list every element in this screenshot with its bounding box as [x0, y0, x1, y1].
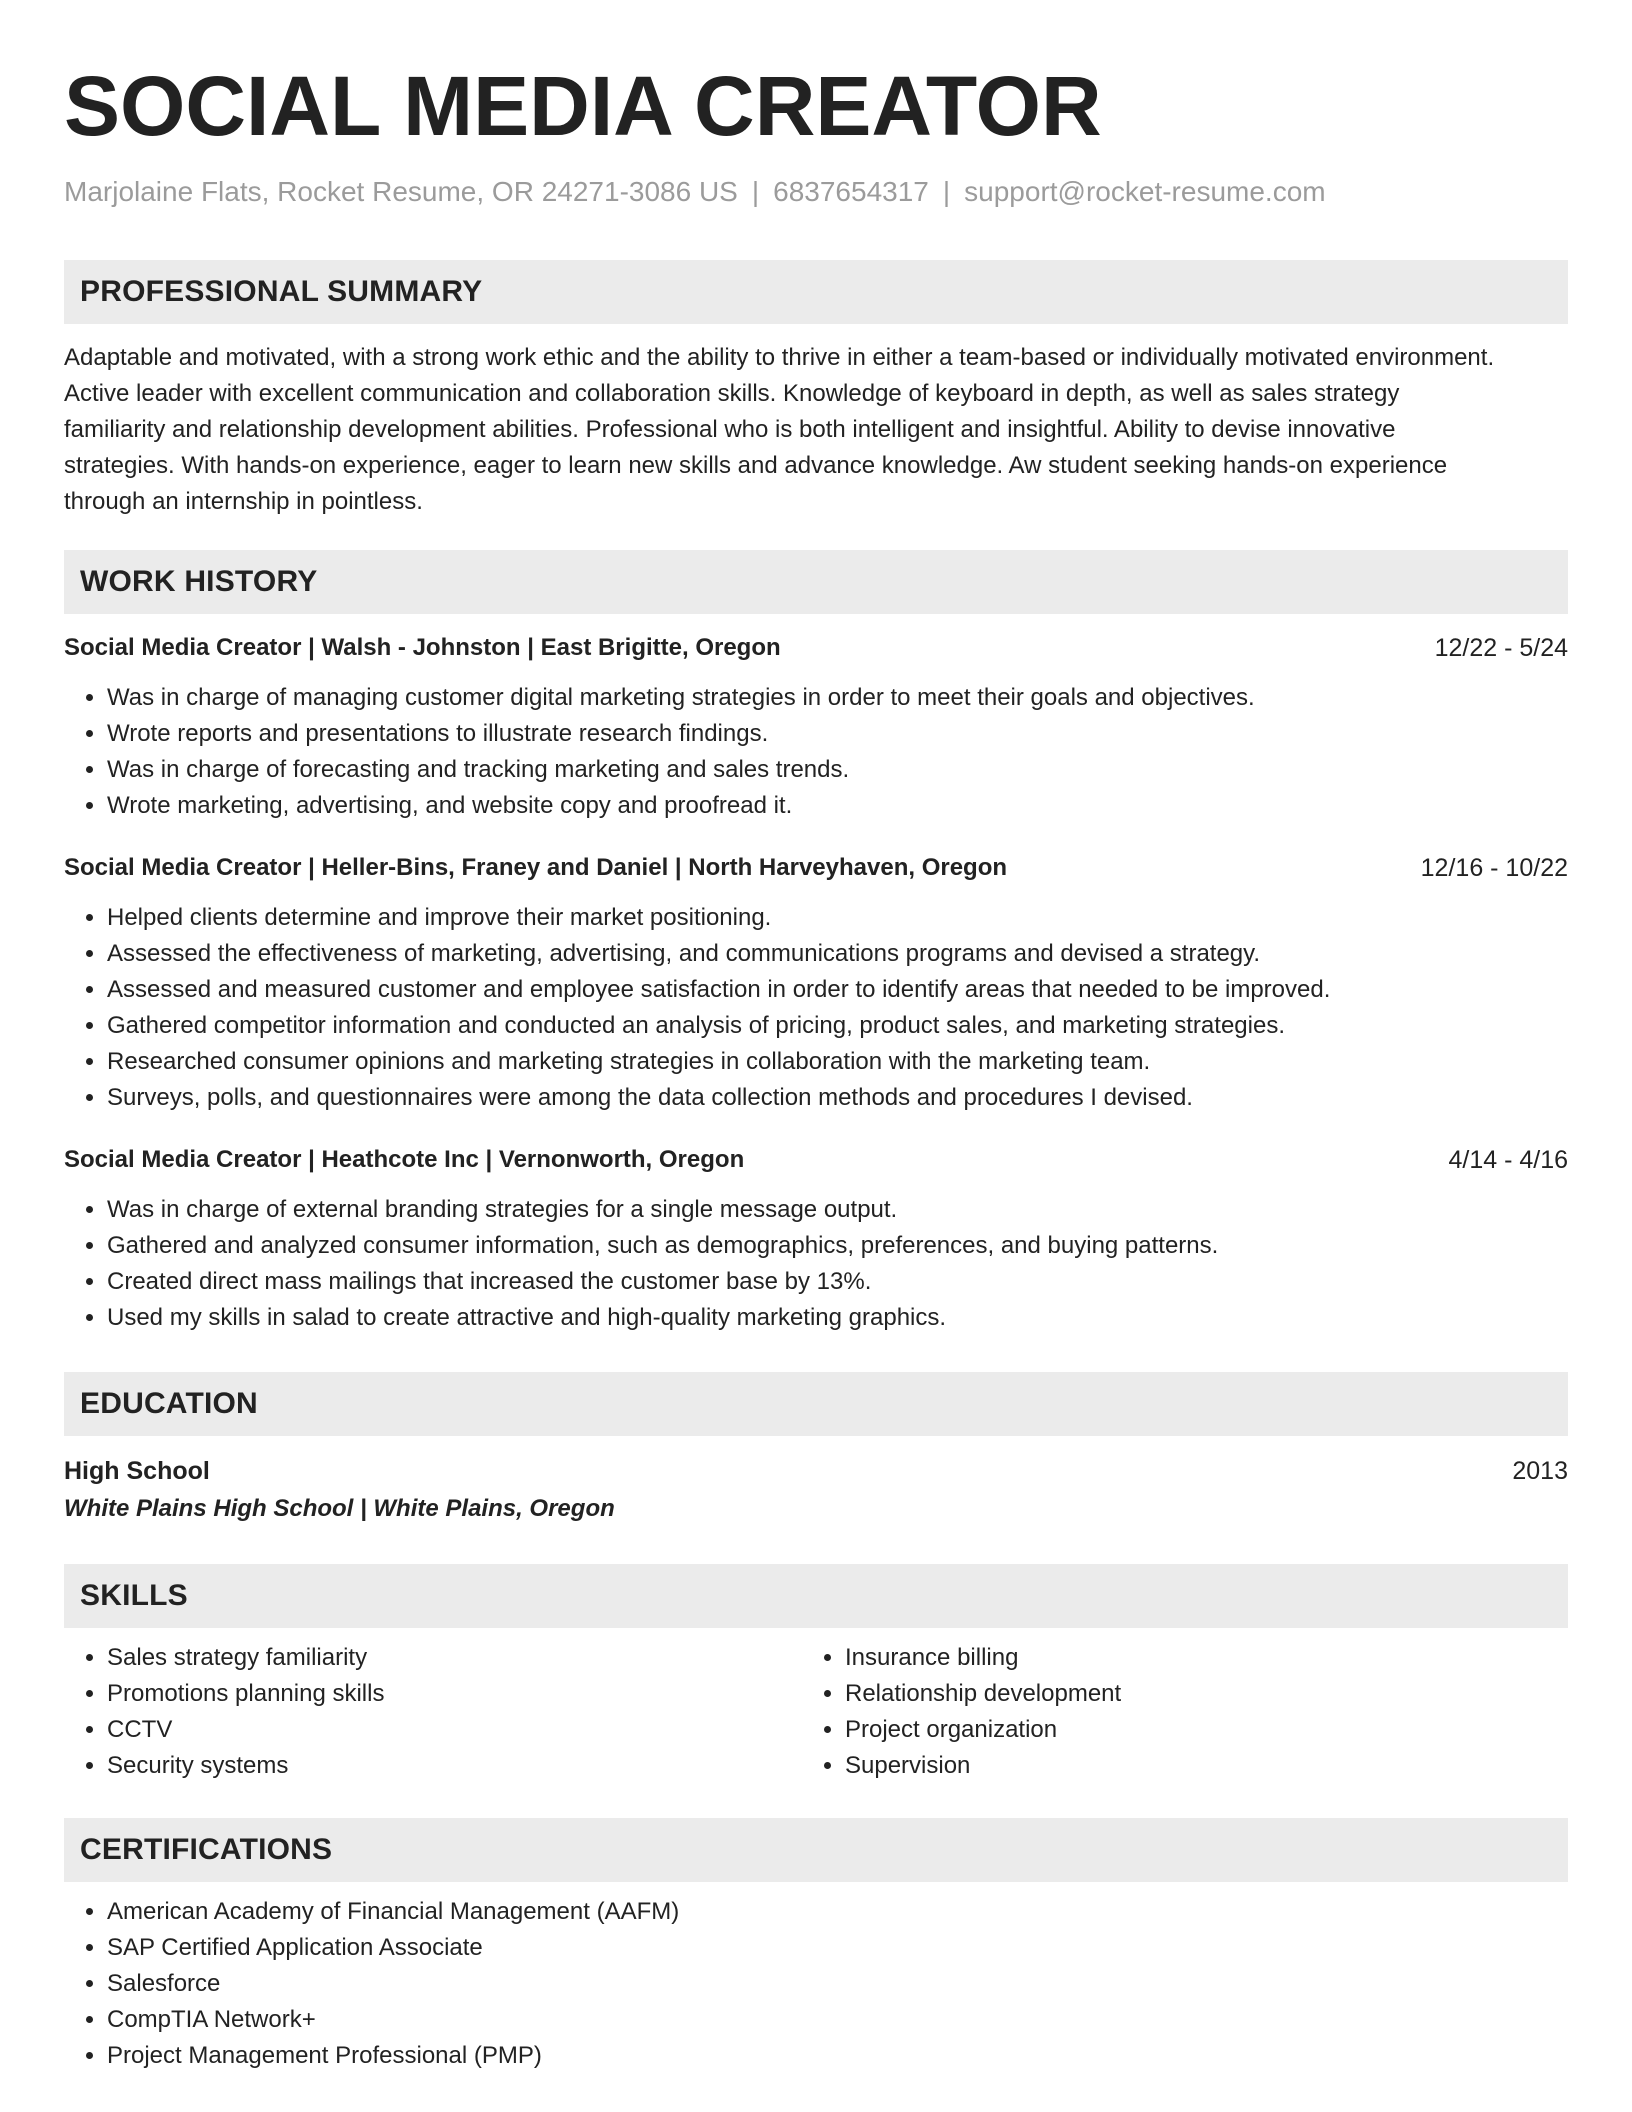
job-header: [64, 1142, 1568, 1178]
contact-separator: |: [942, 176, 951, 207]
job-bullet: • Created direct mass mailings that increased the customer base by 13%.: [107, 1264, 1568, 1300]
job-header: [64, 850, 1568, 886]
job-bullet: • Gathered competitor information and conducted an analysis of pricing, product sales, and marketing strategies.: [107, 1008, 1568, 1044]
skill-item: • Relationship development: [845, 1676, 1540, 1712]
skill-item: • CCTV: [107, 1712, 802, 1748]
job-bullet: • Gathered and analyzed consumer information, such as demographics, preferences, and buying patterns.: [107, 1228, 1568, 1264]
skills-list: [802, 1640, 1540, 1784]
job-entry: [64, 850, 1568, 1116]
job-bullet: • Researched consumer opinions and marketing strategies in collaboration with the marketing team.: [107, 1044, 1568, 1080]
certification-item: • American Academy of Financial Management (AAFM): [107, 1894, 1568, 1930]
skills-column-right: [802, 1640, 1540, 1784]
education-degree: High School: [64, 1457, 210, 1485]
job-bullet: • Surveys, polls, and questionnaires were among the data collection methods and procedures I devised.: [107, 1080, 1568, 1116]
job-title: Social Media Creator | Heathcote Inc | Vernonworth, Oregon: [64, 1146, 745, 1173]
job-bullet: • Was in charge of external branding strategies for a single message output.: [107, 1192, 1568, 1228]
certification-item: • Project Management Professional (PMP): [107, 2038, 1568, 2074]
contact-email: support@rocket-resume.com: [964, 176, 1326, 207]
education-header: [64, 1452, 1568, 1490]
skill-item: • Supervision: [845, 1748, 1540, 1784]
job-bullet: • Was in charge of managing customer digital marketing strategies in order to meet their goals and objectives.: [107, 680, 1568, 716]
skill-item: • Security systems: [107, 1748, 802, 1784]
certification-item: • Salesforce: [107, 1966, 1568, 2002]
summary-line: strategies. With hands-on experience, eager to learn new skills and advance knowledge. Aw student seeking hands-on experience: [64, 452, 1448, 479]
job-dates: 4/14 - 4/16: [1448, 1146, 1568, 1174]
resume-name: SOCIAL MEDIA CREATOR: [64, 59, 1102, 153]
job-entry: [64, 630, 1568, 824]
job-dates: 12/22 - 5/24: [1434, 634, 1568, 662]
job-dates: 12/16 - 10/22: [1420, 854, 1568, 882]
certification-item: • SAP Certified Application Associate: [107, 1930, 1568, 1966]
section-header-education: EDUCATION: [64, 1372, 1568, 1436]
summary-line: Active leader with excellent communication and collaboration skills. Knowledge of keyboard in depth, as well as sales strategy: [64, 380, 1400, 407]
skills-list: [64, 1640, 802, 1784]
job-bullet: • Wrote marketing, advertising, and website copy and proofread it.: [107, 788, 1568, 824]
section-header-work-history: WORK HISTORY: [64, 550, 1568, 614]
job-bullets: [64, 680, 1568, 824]
section-header-summary: PROFESSIONAL SUMMARY: [64, 260, 1568, 324]
job-header: [64, 630, 1568, 666]
skill-item: • Insurance billing: [845, 1640, 1540, 1676]
education-school: White Plains High School | White Plains, Oregon: [64, 1495, 615, 1522]
contact-phone: 6837654317: [773, 176, 929, 207]
skill-item: • Project organization: [845, 1712, 1540, 1748]
job-entry: [64, 1142, 1568, 1336]
job-title: Social Media Creator | Walsh - Johnston | East Brigitte, Oregon: [64, 634, 781, 661]
job-bullets: [64, 1192, 1568, 1336]
certification-item: • CompTIA Network+: [107, 2002, 1568, 2038]
job-bullets: [64, 900, 1568, 1116]
summary-text: [64, 340, 1568, 520]
contact-line: [64, 174, 1568, 210]
contact-address: Marjolaine Flats, Rocket Resume, OR 24271-3086 US: [64, 176, 738, 207]
education-year: 2013: [1512, 1457, 1568, 1485]
job-bullet: • Wrote reports and presentations to illustrate research findings.: [107, 716, 1568, 752]
section-header-skills: SKILLS: [64, 1564, 1568, 1628]
contact-separator: |: [751, 176, 760, 207]
job-bullet: • Helped clients determine and improve their market positioning.: [107, 900, 1568, 936]
summary-line: familiarity and relationship development abilities. Professional who is both intelligent and insightful. Ability to devise innovative: [64, 416, 1396, 443]
summary-line: Adaptable and motivated, with a strong work ethic and the ability to thrive in either a team-based or individually motivated environment.: [64, 344, 1495, 371]
certifications-list: [64, 1894, 1568, 2074]
job-bullet: • Was in charge of forecasting and tracking marketing and sales trends.: [107, 752, 1568, 788]
job-bullet: • Assessed the effectiveness of marketing, advertising, and communications programs and devised a strategy.: [107, 936, 1568, 972]
job-title: Social Media Creator | Heller-Bins, Franey and Daniel | North Harveyhaven, Oregon: [64, 854, 1008, 881]
skills-column-left: [64, 1640, 802, 1784]
job-bullet: • Used my skills in salad to create attractive and high-quality marketing graphics.: [107, 1300, 1568, 1336]
skill-item: • Promotions planning skills: [107, 1676, 802, 1712]
summary-line: through an internship in pointless.: [64, 488, 423, 515]
job-bullet: • Assessed and measured customer and employee satisfaction in order to identify areas that needed to be improved.: [107, 972, 1568, 1008]
skill-item: • Sales strategy familiarity: [107, 1640, 802, 1676]
skills-grid: [64, 1640, 1568, 1784]
section-header-certifications: CERTIFICATIONS: [64, 1818, 1568, 1882]
